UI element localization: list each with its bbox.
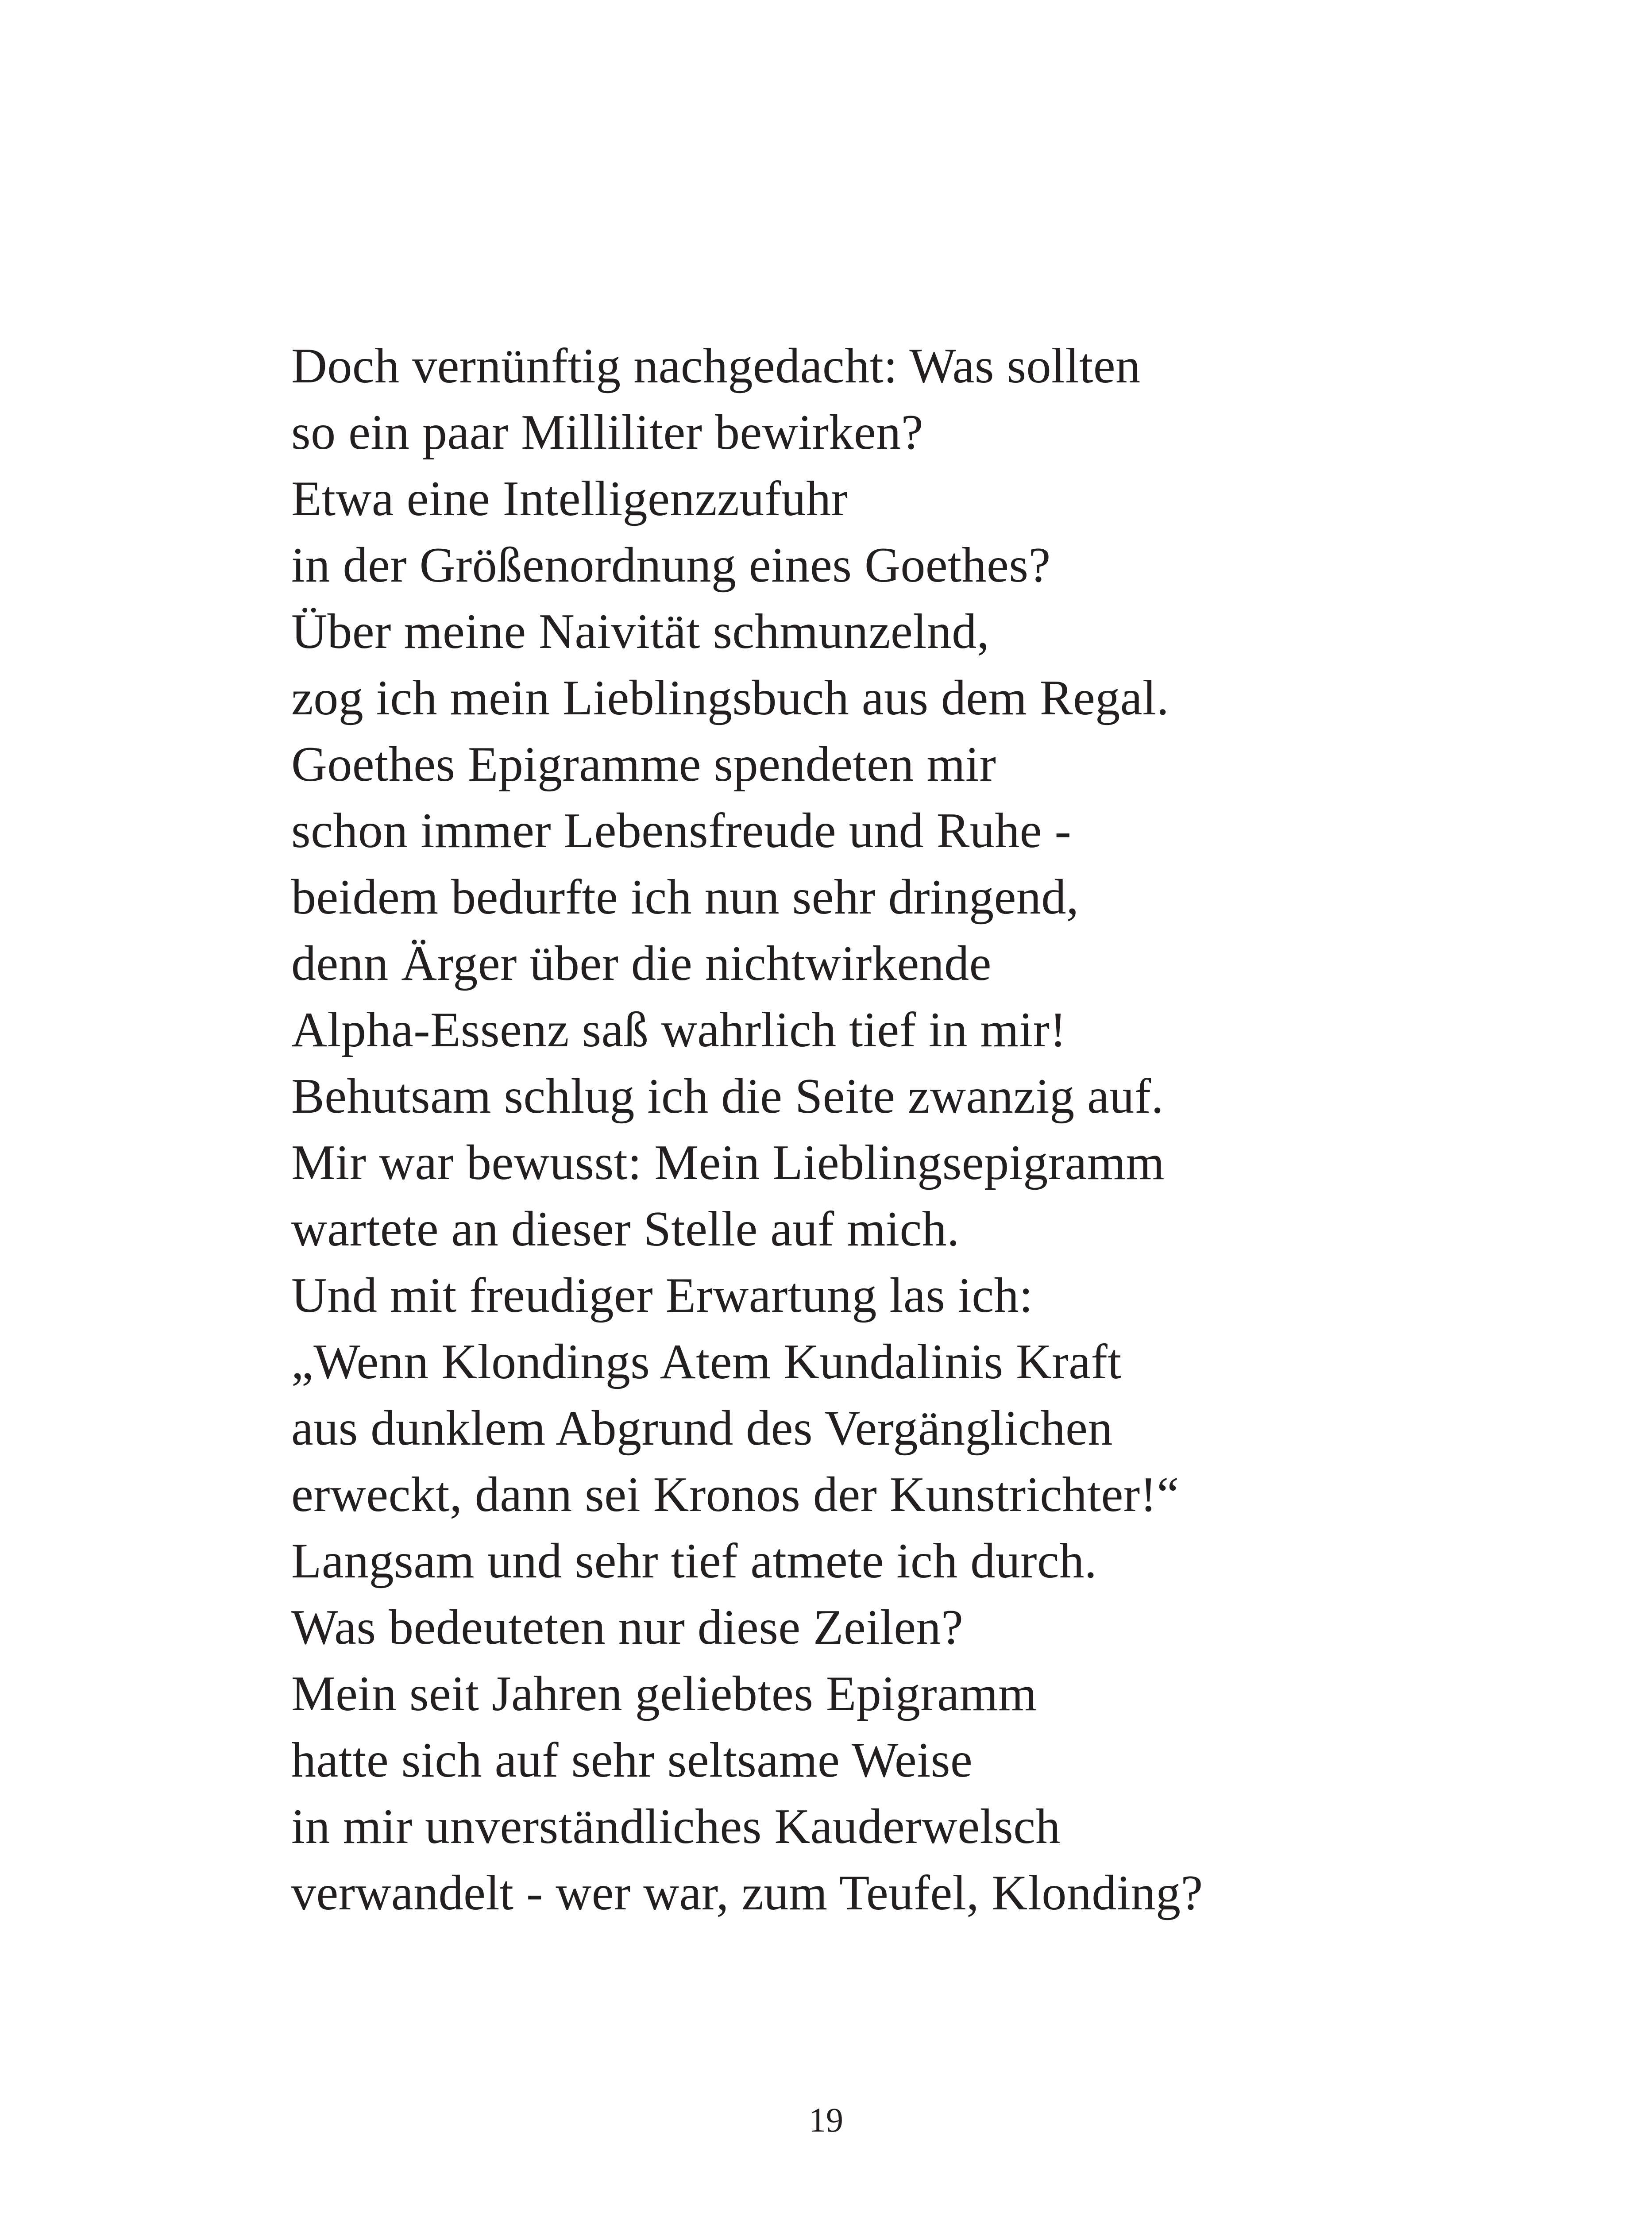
text-line: Doch vernünftig nachgedacht: Was sollten	[291, 339, 1141, 393]
page-number: 19	[809, 2101, 843, 2139]
text-line: Mir war bewusst: Mein Lieblingsepigramm	[291, 1135, 1165, 1190]
poem-text	[291, 333, 1575, 1926]
text-line: verwandelt - wer war, zum Teufel, Klonding?	[291, 1866, 1203, 1920]
text-line: erweckt, dann sei Kronos der Kunstrichter!“	[291, 1467, 1179, 1522]
text-line: Und mit freudiger Erwartung las ich:	[291, 1268, 1033, 1323]
text-line: schon immer Lebensfreude und Ruhe -	[291, 803, 1072, 858]
text-line: so ein paar Milliliter bewirken?	[291, 405, 923, 460]
text-line: hatte sich auf sehr seltsame Weise	[291, 1733, 973, 1788]
text-line: wartete an dieser Stelle auf mich.	[291, 1202, 960, 1257]
text-line: Was bedeuteten nur diese Zeilen?	[291, 1600, 964, 1655]
text-line: „Wenn Klondings Atem Kundalinis Kraft	[291, 1334, 1122, 1389]
text-line: Alpha-Essenz saß wahrlich tief in mir!	[291, 1002, 1067, 1057]
text-line: Etwa eine Intelligenzzufuhr	[291, 471, 848, 526]
text-line: beidem bedurfte ich nun sehr dringend,	[291, 870, 1079, 925]
text-line: zog ich mein Lieblingsbuch aus dem Regal.	[291, 671, 1170, 725]
text-line: in mir unverständliches Kauderwelsch	[291, 1799, 1061, 1854]
text-line: in der Größenordnung eines Goethes?	[291, 538, 1051, 593]
text-line: Goethes Epigramme spendeten mir	[291, 737, 996, 792]
text-line: aus dunklem Abgrund des Vergänglichen	[291, 1401, 1113, 1456]
text-line: denn Ärger über die nichtwirkende	[291, 936, 992, 991]
text-line: Über meine Naivität schmunzelnd,	[291, 604, 990, 659]
text-line: Behutsam schlug ich die Seite zwanzig auf.	[291, 1069, 1164, 1124]
text-line: Langsam und sehr tief atmete ich durch.	[291, 1534, 1097, 1588]
text-line: Mein seit Jahren geliebtes Epigramm	[291, 1666, 1037, 1721]
